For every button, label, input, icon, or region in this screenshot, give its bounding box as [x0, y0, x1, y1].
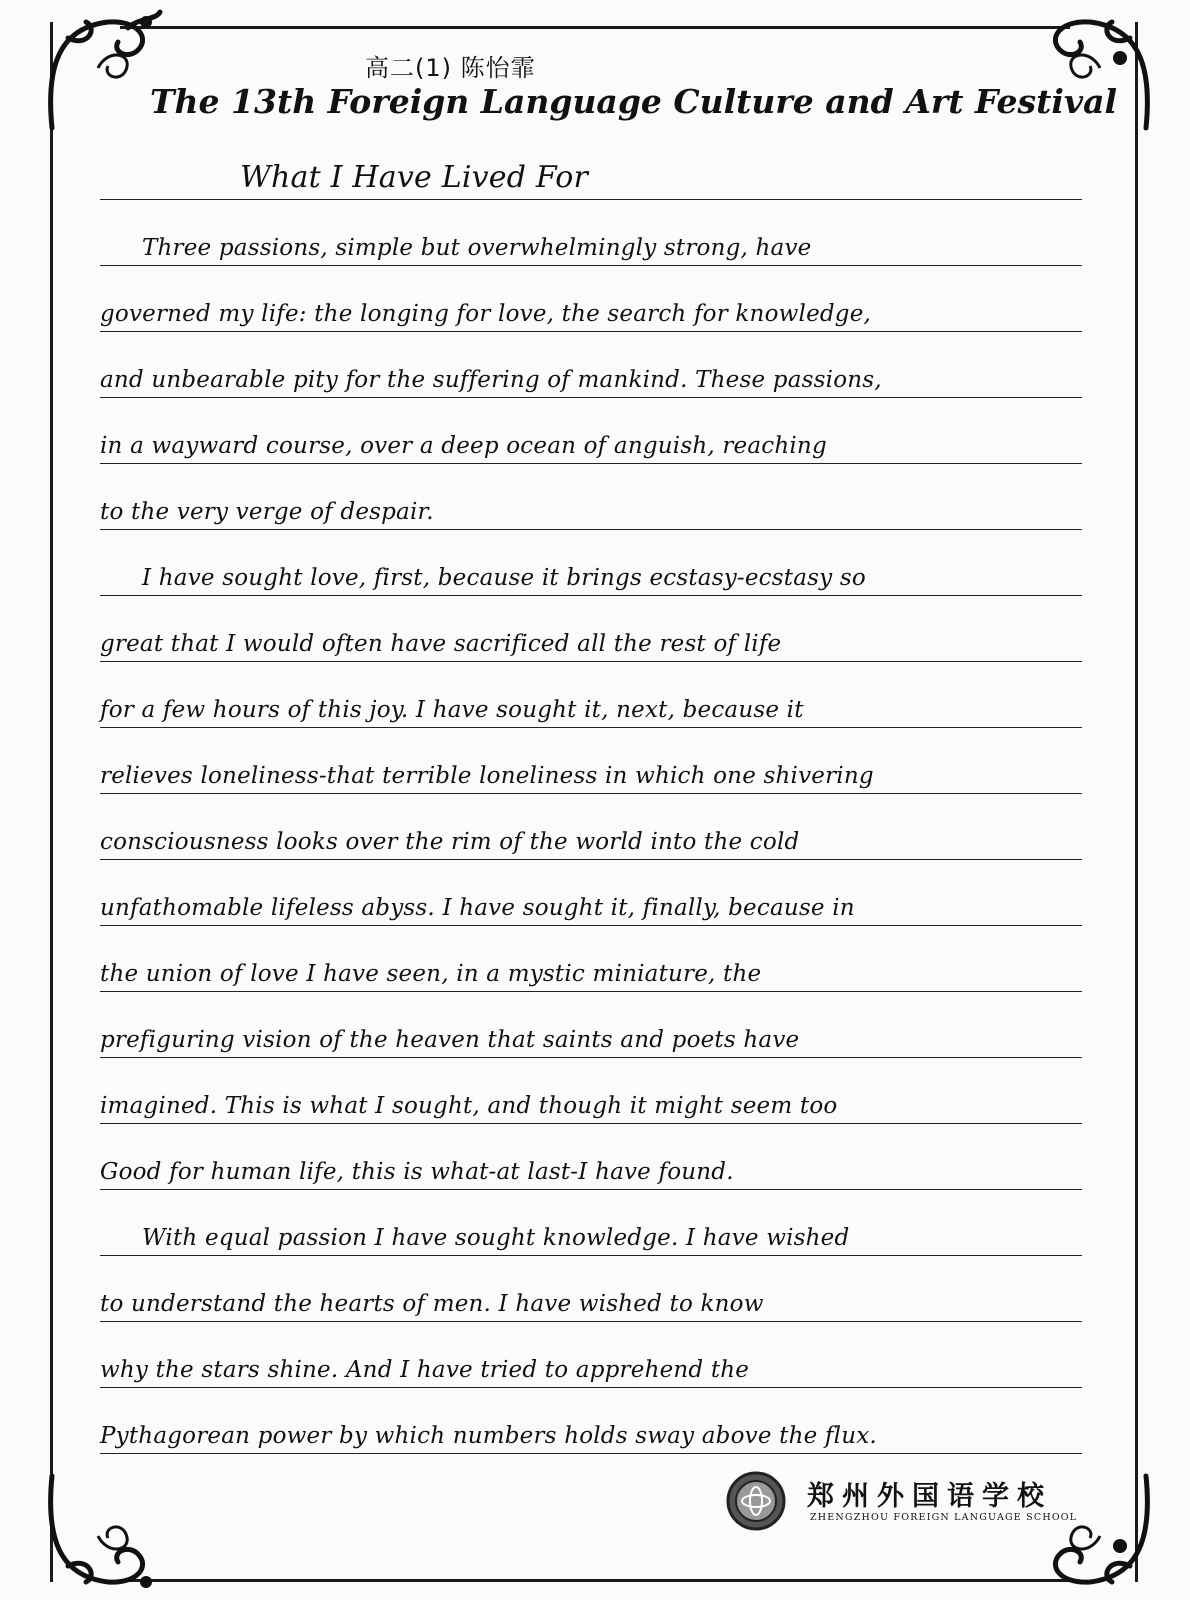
essay-line: great that I would often have sacrificed all the rest of life: [100, 596, 1082, 662]
essay-line: With equal passion I have sought knowledge. I have wished: [100, 1190, 1082, 1256]
essay-title: What I Have Lived For: [240, 160, 589, 195]
essay-line: why the stars shine. And I have tried to apprehend the: [100, 1322, 1082, 1388]
festival-title: The 13th Foreign Language Culture and Art Festival: [150, 82, 1118, 121]
corner-flourish-icon: [38, 1466, 168, 1596]
essay-line: consciousness looks over the rim of the world into the cold: [100, 794, 1082, 860]
school-name-en: ZHENGZHOU FOREIGN LANGUAGE SCHOOL: [810, 1512, 1078, 1523]
school-name-cn: 郑州外国语学校: [807, 1481, 1052, 1512]
page-border-bottom: [120, 1579, 1070, 1582]
essay-line: Good for human life, this is what-at last-I have found.: [100, 1124, 1082, 1190]
essay-line: relieves loneliness-that terrible loneliness in which one shivering: [100, 728, 1082, 794]
essay-line: and unbearable pity for the suffering of mankind. These passions,: [100, 332, 1082, 398]
page-border-top: [120, 26, 1070, 29]
essay-line: to the very verge of despair.: [100, 464, 1082, 530]
author-name: 高二(1) 陈怡霏: [365, 54, 536, 82]
school-stamp: [725, 1470, 1095, 1530]
essay-line: in a wayward course, over a deep ocean of anguish, reaching: [100, 398, 1082, 464]
essay-line: imagined. This is what I sought, and though it might seem too: [100, 1058, 1082, 1124]
essay-line: to understand the hearts of men. I have wished to know: [100, 1256, 1082, 1322]
essay-line: I have sought love, first, because it brings ecstasy-ecstasy so: [100, 530, 1082, 596]
school-seal-icon: [725, 1470, 787, 1532]
essay-line: Three passions, simple but overwhelmingly strong, have: [100, 200, 1082, 266]
essay-title-line: [100, 134, 1082, 200]
essay-line: unfathomable lifeless abyss. I have sought it, finally, because in: [100, 860, 1082, 926]
corner-flourish-icon: [38, 8, 168, 138]
essay-line: prefiguring vision of the heaven that saints and poets have: [100, 992, 1082, 1058]
essay-line: Pythagorean power by which numbers holds sway above the flux.: [100, 1388, 1082, 1454]
essay-line: the union of love I have seen, in a mystic miniature, the: [100, 926, 1082, 992]
essay-line: for a few hours of this joy. I have sought it, next, because it: [100, 662, 1082, 728]
essay-line: governed my life: the longing for love, the search for knowledge,: [100, 266, 1082, 332]
